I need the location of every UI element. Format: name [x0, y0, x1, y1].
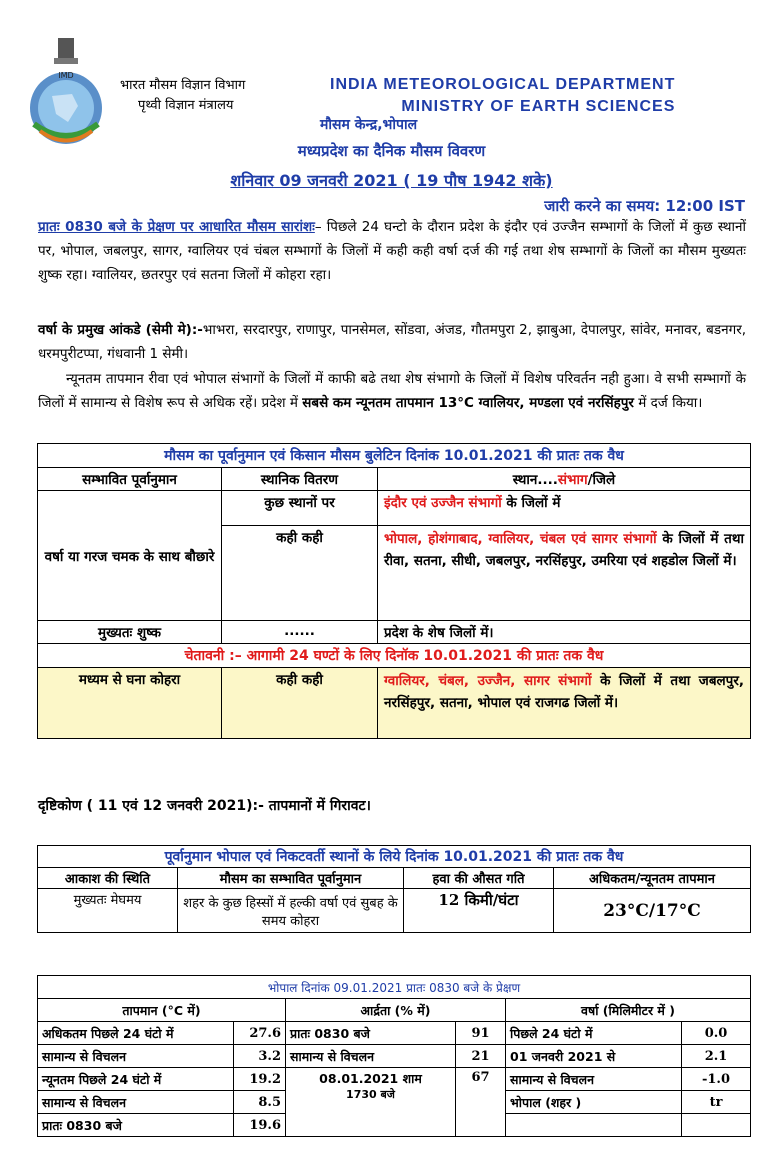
temp-text: न्यूनतम तापमान रीवा एवं भोपाल संभागों के जिलों में काफी बढे तथा शेष संभागो के जिलों में विशेष परिवर्तन नही हुआ। वे सभी सम्भागों के जिलों में सामान्य से विशेष रूप से अधिक रहें। प्रदेश में [38, 371, 746, 411]
report-date [0, 169, 783, 191]
outlook-text: दृष्टिकोण ( 11 एवं 12 जनवरी 2021):- तापमानों में गिरावट। [38, 798, 371, 814]
obs-r-val: -1.0 [682, 1068, 751, 1091]
col-place-suffix: /जिले [587, 472, 616, 488]
obs-t-val: 8.5 [234, 1091, 286, 1114]
sky-value: मुख्यतः मेघमय [38, 889, 178, 933]
obs-t-val: 3.2 [234, 1045, 286, 1068]
obs-t-label: न्यूनतम पिछले 24 घंटो में [38, 1068, 234, 1091]
obs-t-val: 19.2 [234, 1068, 286, 1091]
forecast-table [37, 443, 751, 739]
table-row [38, 1045, 751, 1068]
obs-header: भोपाल दिनांक 09.01.2021 प्रातः 0830 बजे के प्रेक्षण [38, 976, 751, 999]
col-forecast: सम्भावित पूर्वानुमान [38, 468, 222, 491]
dept-english [330, 74, 675, 118]
obs-r-label: सामान्य से विचलन [506, 1068, 682, 1091]
obs-empty [506, 1114, 682, 1137]
obs-h-val: 91 [456, 1022, 506, 1045]
table-row [38, 1068, 751, 1091]
report-date-text: शनिवार 09 जनवरी 2021 ( 19 पौष 1942 शके) [230, 171, 553, 190]
dist-here-there: कही कही [222, 526, 378, 621]
forecast-header: मौसम का पूर्वानुमान एवं किसान मौसम बुलेटिन दिनांक 10.01.2021 की प्रातः तक वैध [38, 444, 751, 468]
warn-dist: कही कही [222, 668, 378, 739]
col-place-prefix: स्थान.... [512, 472, 558, 488]
dist-some-places: कुछ स्थानों पर [222, 491, 378, 526]
wind-value: 12 किमी/घंटा [404, 889, 554, 933]
col-wind: हवा की औसत गति [404, 868, 554, 889]
col-place [378, 468, 751, 491]
obs-h-label-evening-1: 08.01.2021 शाम [319, 1071, 422, 1086]
imd-emblem-icon [22, 36, 110, 146]
dept-hindi-line1: भारत मौसम विज्ञान विभाग [120, 78, 246, 93]
summary-text: – पिछले 24 घन्टो के दौरान प्रदेश के इंदौर एवं उज्जैन सम्भागों के जिलों में कुछ स्थानों पर, भोपाल, जबलपुर, सागर, ग्वालियर एवं चंबल सम्भागों के जिलों में कही कही वर्षा दर्ज की गई तथा शेष सम्भागों के जिलों का मौसम मुख्यतः शुष्क रहा। ग्वालियर, छतरपुर एवं सतना जिलों में कोहरा रहा। [38, 219, 746, 283]
dept-hindi-line2: पृथ्वी विज्ञान मंत्रालय [138, 98, 234, 113]
place-row1b-red: भोपाल, होशंगाबाद, ग्वालियर, चंबल एवं सागर संभागों [384, 531, 657, 547]
dept-hindi [120, 76, 245, 116]
hum-head: आर्द्रता (% में) [286, 999, 506, 1022]
warn-place-suffix: के जिलों में तथा जबलपुर, नरसिंहपुर, सतना, भोपाल एवं राजगढ जिलों में। [384, 673, 744, 711]
temp-head: तापमान (°C में) [38, 999, 286, 1022]
warn-place-red: ग्वालियर, चंबल, उज्जैन, सागर संभागों [384, 673, 592, 689]
dept-english-line1: INDIA METEOROLOGICAL DEPARTMENT [330, 76, 676, 93]
place-row1a [378, 491, 751, 526]
observation-table [37, 975, 751, 1137]
obs-t-label: अधिकतम पिछले 24 घंटो में [38, 1022, 234, 1045]
obs-h-label: प्रातः 0830 बजे [286, 1022, 456, 1045]
summary-heading: प्रातः 0830 बजे के प्रेक्षण पर आधारित मौसम सारांशः [38, 219, 315, 235]
dry-forecast: मुख्यतः शुष्क [38, 621, 222, 644]
rain-forecast: वर्षा या गरज चमक के साथ बौछारे [38, 491, 222, 621]
col-distribution: स्थानिक वितरण [222, 468, 378, 491]
obs-h-label-evening-2: 1730 बजे [346, 1088, 395, 1101]
dept-english-line2: MINISTRY OF EARTH SCIENCES [401, 98, 676, 115]
temp-paragraph [38, 367, 746, 415]
rain-head: वर्षा (मिलिमीटर में ) [506, 999, 751, 1022]
place-row1a-red: इंदौर एवं उज्जैन संभागों [384, 495, 502, 511]
col-weather: मौसम का सम्भावित पूर्वानुमान [178, 868, 404, 889]
obs-r-label: भोपाल (शहर ) [506, 1091, 682, 1114]
obs-h-val: 67 [456, 1068, 506, 1137]
rain-heading: वर्षा के प्रमुख आंकडे (सेमी मे):- [38, 322, 203, 338]
lowest-temp-suffix: में दर्ज किया। [638, 395, 703, 411]
place-row1b-suffix: के जिलों में तथा रीवा, सतना, सीधी, जबलपुर, नरसिंहपुर, उमरिया एवं शहडोल जिलों में। [384, 531, 744, 569]
warn-place [378, 668, 751, 739]
col-temps: अधिकतम/न्यूनतम तापमान [554, 868, 751, 889]
emblem-caption: IMD [58, 71, 74, 80]
obs-empty [682, 1114, 751, 1137]
place-row1a-suffix: के जिलों में [501, 495, 561, 511]
issue-time: जारी करने का समय: 12:00 IST [544, 197, 745, 215]
warn-forecast: मध्यम से घना कोहरा [38, 668, 222, 739]
obs-t-val: 19.6 [234, 1114, 286, 1137]
obs-r-val: 2.1 [682, 1045, 751, 1068]
obs-h-val: 21 [456, 1045, 506, 1068]
dry-place: प्रदेश के शेष जिलों में। [378, 621, 751, 644]
summary-paragraph [38, 215, 746, 287]
col-place-red: संभाग [557, 472, 588, 488]
bhopal-forecast-header: पूर्वानुमान भोपाल एवं निकटवर्ती स्थानों के लिये दिनांक 10.01.2021 की प्रातः तक वैध [38, 846, 751, 868]
obs-h-label: सामान्य से विचलन [286, 1045, 456, 1068]
page-title: मध्यप्रदेश का दैनिक मौसम विवरण [297, 142, 486, 160]
obs-r-label: पिछले 24 घंटो में [506, 1022, 682, 1045]
obs-r-val: tr [682, 1091, 751, 1114]
table-row [38, 1022, 751, 1045]
obs-t-label: प्रातः 0830 बजे [38, 1114, 234, 1137]
place-row1b [378, 526, 751, 621]
obs-t-label: सामान्य से विचलन [38, 1091, 234, 1114]
bhopal-forecast-table [37, 845, 751, 933]
obs-t-label: सामान्य से विचलन [38, 1045, 234, 1068]
obs-t-val: 27.6 [234, 1022, 286, 1045]
obs-r-val: 0.0 [682, 1022, 751, 1045]
obs-r-label: 01 जनवरी 2021 से [506, 1045, 682, 1068]
warning-header: चेतावनी :– आगामी 24 घण्टों के लिए दिनॉक 10.01.2021 की प्रातः तक वैध [38, 644, 751, 668]
col-sky: आकाश की स्थिति [38, 868, 178, 889]
temps-value: 23°C/17°C [554, 889, 751, 933]
lowest-temp: सबसे कम न्यूनतम तापमान 13°C ग्वालियर, मण्डला एवं नरसिंहपुर [302, 395, 634, 411]
dry-dist: ...... [222, 621, 378, 644]
rain-text: भाभरा, सरदारपुर, राणापुर, पानसेमल, सोंडवा, अंजड, गौतमपुरा 2, झाबुआ, देपालपुर, सांवेर, मनावर, बडनगर, धरमपुरीटप्पा, गंधवानी 1 सेमी। [38, 322, 747, 362]
rain-paragraph [38, 318, 746, 366]
centre-name: मौसम केन्द्र,भोपाल [320, 117, 418, 133]
obs-h-label-evening [286, 1068, 456, 1137]
outlook [38, 796, 371, 815]
weather-value: शहर के कुछ हिस्सों में हल्की वर्षा एवं सुबह के समय कोहरा [178, 889, 404, 933]
